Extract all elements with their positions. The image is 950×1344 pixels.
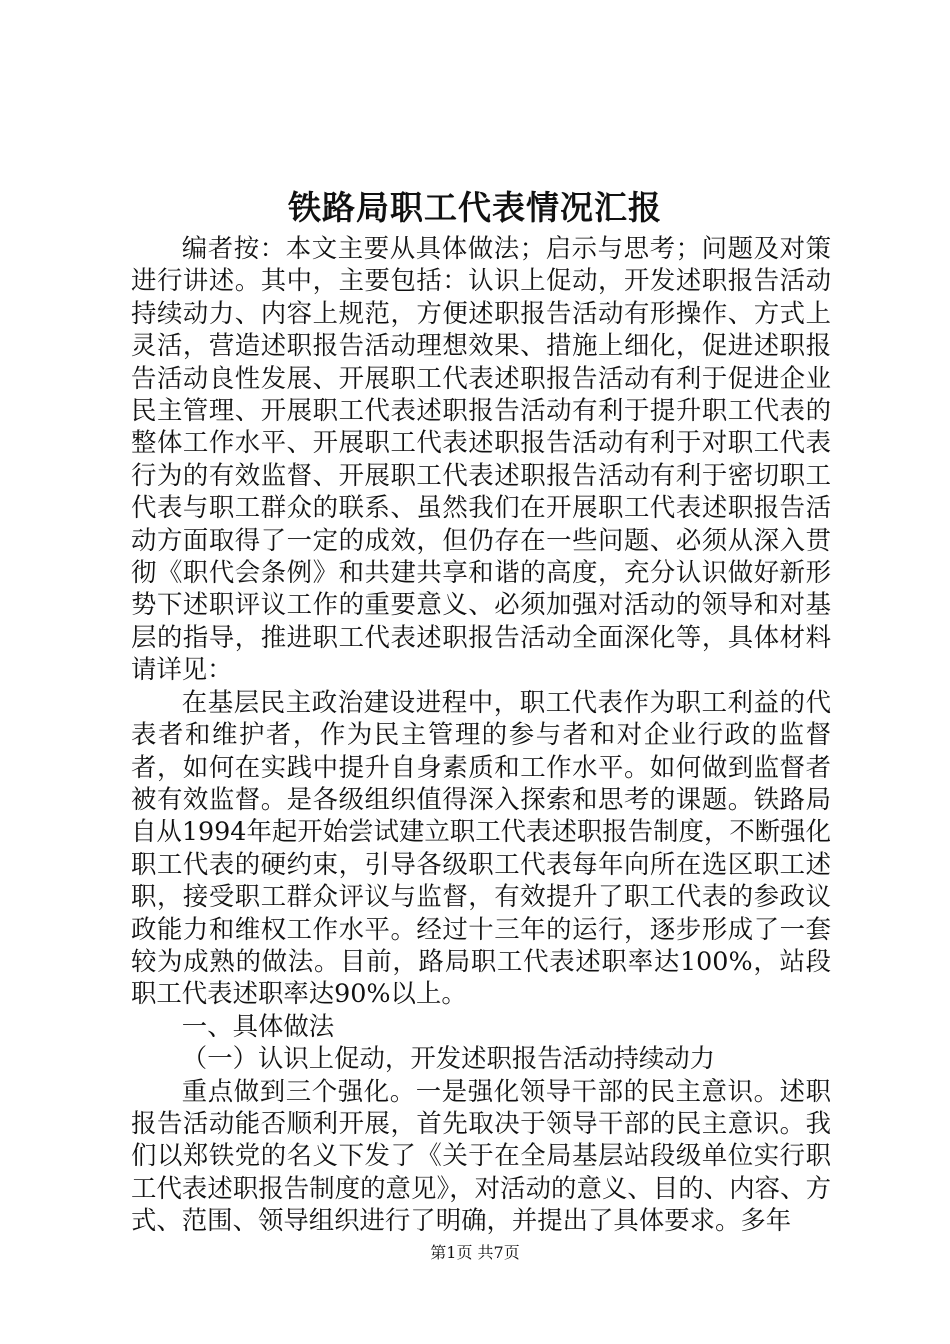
document-title: 铁路局职工代表情况汇报 xyxy=(288,188,662,227)
document-body xyxy=(131,232,831,1237)
page-number-footer: 第1页 共7页 xyxy=(430,1243,520,1262)
editor-note-paragraph: 编者按：本文主要从具体做法；启示与思考；问题及对策进行讲述。其中，主要包括：认识上促动，开发述职报告活动持续动力、内容上规范，方便述职报告活动有形操作、方式上灵活，营造述职报告活动理想效果、措施上细化，促进述职报告活动良性发展、开展职工代表述职报告活动有利于促进企业民主管理、开展职工代表述职报告活动有利于提升职工代表的整体工作水平、开展职工代表述职报告活动有利于对职工代表行为的有效监督、开展职工代表述职报告活动有利于密切职工代表与职工群众的联系、虽然我们在开展职工代表述职报告活动方面取得了一定的成效，但仍存在一些问题、必须从深入贯彻《职代会条例》和共建共享和谐的高度，充分认识做好新形势下述职评议工作的重要意义、必须加强对活动的领导和对基层的指导，推进职工代表述职报告活动全面深化等，具体材料请详见： xyxy=(131,233,831,685)
subsection-heading: （一）认识上促动，开发述职报告活动持续动力 xyxy=(181,1043,715,1074)
intro-paragraph: 在基层民主政治建设进程中，职工代表作为职工利益的代表者和维护者，作为民主管理的参与者和对企业行政的监督者，如何在实践中提升自身素质和工作水平。如何做到监督者被有效监督。是各级组织值得深入探索和思考的课题。铁路局自从1994年起开始尝试建立职工代表述职报告制度，不断强化职工代表的硬约束，引导各级职工代表每年向所在选区职工述职，接受职工群众评议与监督，有效提升了职工代表的参政议政能力和维权工作水平。经过十三年的运行，逐步形成了一套较为成熟的做法。目前，路局职工代表述职率达100%，站段职工代表述职率达90%以上。 xyxy=(131,686,831,1009)
section-heading: 一、具体做法 xyxy=(181,1010,335,1041)
body-paragraph: 重点做到三个强化。一是强化领导干部的民主意识。述职报告活动能否顺利开展，首先取决于领导干部的民主意识。我们以郑铁党的名义下发了《关于在全局基层站段级单位实行职工代表述职报告制度的意见》，对活动的意义、目的、内容、方式、范围、领导组织进行了明确，并提出了具体要求。多年 xyxy=(131,1075,831,1236)
